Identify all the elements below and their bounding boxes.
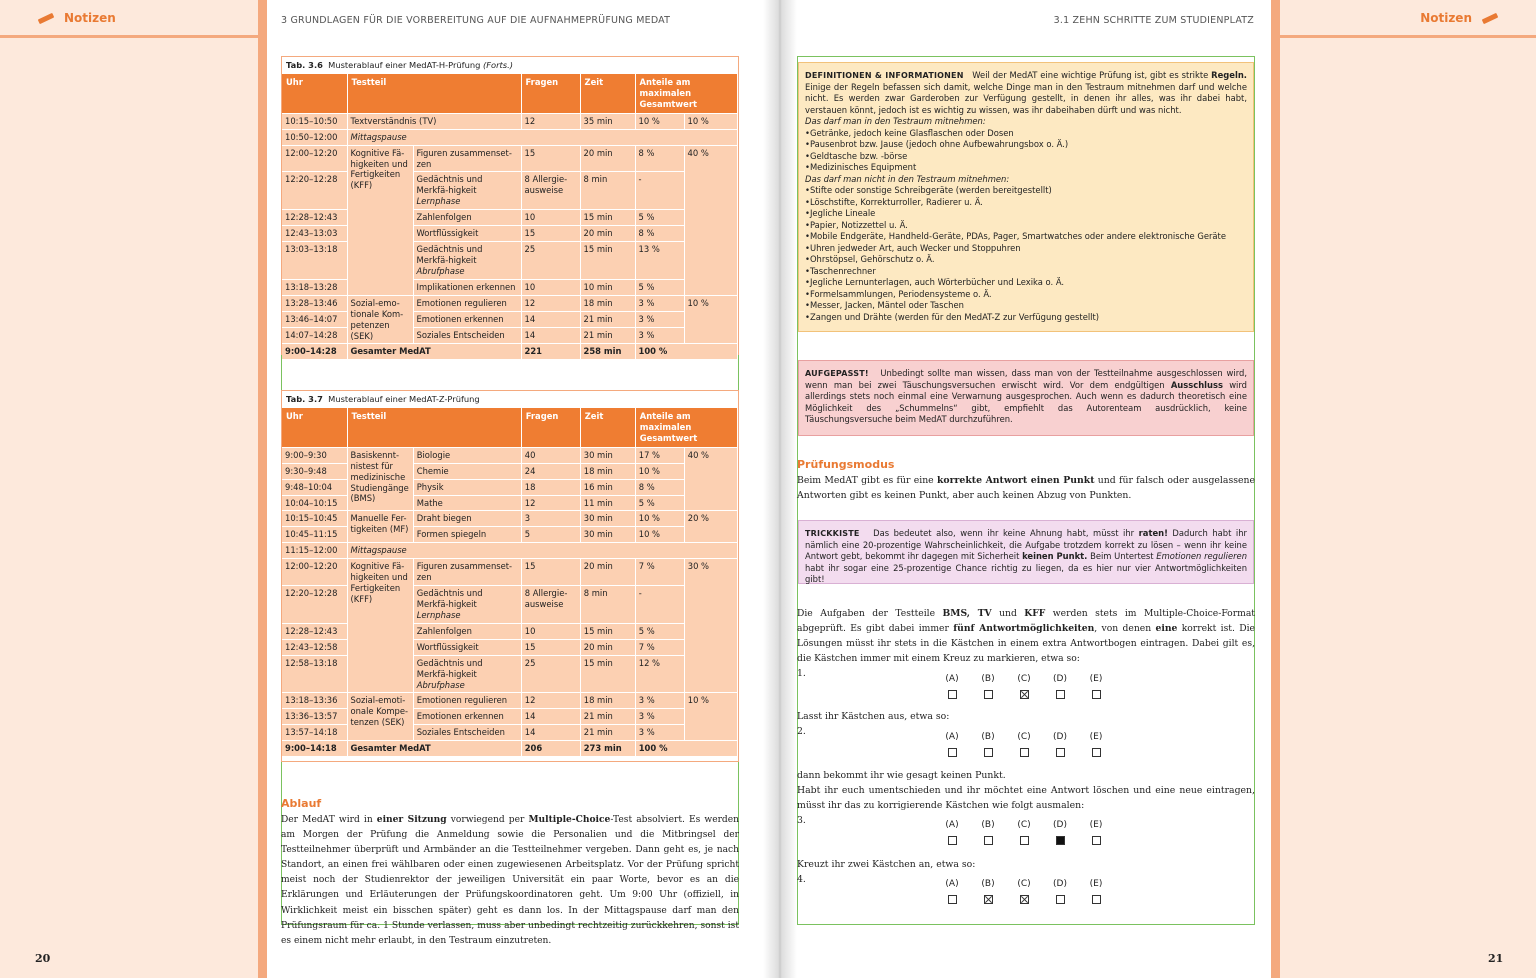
checkbox-crossed-icon [1020, 895, 1029, 904]
option-label: (D) [1053, 879, 1067, 889]
checkbox-empty-icon [1056, 895, 1065, 904]
ablauf-paragraph: Der MedAT wird in einer Sitzung vorwiegend per Multiple-Choice-Test absolviert. Es werden am Morgen der Prüfung die Anmeldung sowie die Personalien und die Mitbringsel der Testteilnehmer überprüft und Armbänder an die Testteilnehmer vergeben. Dann geht es, je nach Standort, an einen frei wählbaren oder einen zugewiesenen Arbeitsplatz. Vor der Prüfung spricht meist noch der Studienrektor der jeweiligen Universität ein paar Worte, bevor es an die Erklärungen und Erläuterungen der Prüfungskoordinatoren geht. Um 9:00 Uhr (offiziell, in Wirklichkeit meist ein bisschen später) geht es dann los. In der Mittagspause darf man den Prüfungsraum für ca. 1 Stunde verlassen, muss aber unbedingt rechtzeitig zurückkehren, sonst ist es einem nicht mehr erlaubt, in den Testraum einzutreten. [281, 814, 739, 946]
option-c [1006, 817, 1042, 849]
option-a [934, 817, 970, 849]
pencil-icon [1480, 12, 1500, 24]
option-a [934, 671, 970, 703]
checkbox-empty-icon [948, 748, 957, 757]
option-a [934, 876, 970, 908]
checkbox-empty-icon [1092, 690, 1101, 699]
mc-intro-paragraph: Die Aufgaben der Testteile BMS, TV und KFF werden stets im Multiple-Choice-Format abgeprüft. Es gibt dabei immer fünf Antwortmöglichkeiten, von denen eine korrekt ist. Die Lösungen müsst ihr stets in die Kästchen in einem extra Antwortbogen eintragen. Dabei gilt es, die Kästchen immer mit einem Kreuz zu markieren, etwa so: [797, 608, 1255, 664]
table-row: 12:28–12:43 Zahlenfolgen 10 15 min 5 % [282, 623, 738, 639]
option-e [1078, 817, 1114, 849]
list-item: • Taschenrechner [805, 266, 1247, 278]
example-number: 2. [797, 726, 806, 737]
table-row: 13:28–13:46 Sozial-emo-tionale Kom-petenzen (SEK) Emotionen regulieren 12 18 min 3 % 10 % [282, 295, 738, 311]
checkbox-empty-icon [984, 748, 993, 757]
example-number: 4. [797, 874, 806, 885]
example-2-text: Lasst ihr Kästchen aus, etwa so: [797, 711, 950, 722]
option-label: (E) [1089, 820, 1103, 830]
example-4-text: Kreuzt ihr zwei Kästchen an, etwa so: [797, 859, 976, 870]
notes-header-left [0, 0, 258, 38]
list-item: • Ohrstöpsel, Gehörschutz o. Ä. [805, 254, 1247, 266]
table-caption: Tab. 3.6 Musterablauf einer MedAT-H-Prüfung (Forts.) [286, 60, 513, 70]
option-b [970, 671, 1006, 703]
table-row: 12:28–12:43 Zahlenfolgen 10 15 min 5 % [282, 210, 738, 226]
option-b [970, 876, 1006, 908]
option-label: (A) [945, 879, 959, 889]
option-c [1006, 876, 1042, 908]
list-item: • Jegliche Lineale [805, 208, 1247, 220]
checkbox-empty-icon [1056, 690, 1065, 699]
list-item: • Getränke, jedoch keine Glasflaschen oder Dosen [805, 128, 1247, 140]
allowed-list [805, 128, 1247, 174]
example-2-result: dann bekommt ihr wie gesagt keinen Punkt. [797, 770, 1006, 781]
table-header-row: Uhr Testteil Fragen Zeit Anteile am maximalen Gesamtwert [282, 408, 738, 447]
table-total-row: 9:00–14:28 Gesamter MedAT 221 258 min 100 % [282, 344, 738, 360]
list-item: • Messer, Jacken, Mäntel oder Taschen [805, 300, 1247, 312]
forbidden-title: Das darf man nicht in den Testraum mitnehmen: [805, 173, 1010, 184]
section-heading-pruefungsmodus: Prüfungsmodus [797, 458, 895, 471]
option-a [934, 729, 970, 761]
checkbox-empty-icon [984, 836, 993, 845]
pruefungsmodus-paragraph: Beim MedAT gibt es für eine korrekte Antwort einen Punkt und für falsch oder ausgelassene Antworten gibt es keinen Punkt, aber auch keinen Abzug von Punkten. [797, 475, 1255, 501]
example-3-text: Habt ihr euch umentschieden und ihr möchtet eine Antwort löschen und eine neue eintragen, müsst ihr das zu korrigierende Kästchen wie folgt ausmalen: [797, 785, 1255, 811]
definitionen-intro: DEFINITIONEN & INFORMATIONEN Weil der MedAT eine wichtige Prüfung ist, gibt es strikte Regeln. Einige der Regeln befassen sich damit, welche Dinge man in den Testraum mitnehmen darf und welche nicht. Es werden zwar Garderoben zur Verfügung gestellt, in denen ihr alles, was ihr dabei habt, verstauen könnt, jedoch ist es wichtig zu wissen, was ihr dabeihaben dürft und was nicht. [805, 70, 1247, 115]
notes-margin-left [0, 0, 258, 978]
answer-options-example-2 [934, 729, 1114, 761]
answer-options-example-4 [934, 876, 1114, 908]
schedule-table [282, 408, 738, 757]
table-3-6 [281, 56, 739, 355]
checkbox-empty-icon [1056, 748, 1065, 757]
table-row: 11:15–12:00 Mittagspause [282, 543, 738, 559]
table-row: 9:48–10:04 Physik 18 16 min 8 % [282, 479, 738, 495]
option-d [1042, 817, 1078, 849]
forbidden-list [805, 185, 1247, 323]
checkbox-crossed-icon [1020, 690, 1029, 699]
table-row: 10:45–11:15 Formen spiegeln 5 30 min 10 % [282, 527, 738, 543]
table-row: 13:36–13:57 Emotionen erkennen 14 21 min 3 % [282, 709, 738, 725]
aufgepasst-box: AUFGEPASST! Unbedingt sollte man wissen, dass man von der Testteilnahme ausgeschlossen wird, wenn man bei zwei Täuschungsversuchen erwischt wird. Vor dem endgültigen Ausschluss wird allerdings stets noch einmal eine Verwarnung ausgesprochen. Auch wenn es dadurch theoretisch eine Möglichkeit des „Schummelns“ gibt, empfiehlt das Autorenteam ausdrücklich, keine Täuschungsversuche beim MedAT durchzuführen. [798, 360, 1254, 436]
table-row: 12:00–12:20 Kognitive Fä-higkeiten und Fertigkeiten (KFF) Figuren zusammenset-zen 15 20 min 8 % 40 % [282, 145, 738, 172]
option-label: (A) [945, 820, 959, 830]
option-label: (C) [1017, 820, 1031, 830]
running-head-left: 3 GRUNDLAGEN FÜR DIE VORBEREITUNG AUF DIE AUFNAHMEPRÜFUNG MEDAT [281, 15, 671, 26]
checkbox-empty-icon [948, 836, 957, 845]
list-item: • Löschstifte, Korrekturroller, Radierer u. Ä. [805, 197, 1247, 209]
checkbox-empty-icon [948, 895, 957, 904]
table-row: 10:50–12:00 Mittagspause [282, 129, 738, 145]
checkbox-empty-icon [1092, 748, 1101, 757]
option-d [1042, 729, 1078, 761]
table-total-row: 9:00–14:18 Gesamter MedAT 206 273 min 100 % [282, 741, 738, 757]
trickkiste-box: TRICKKISTE Das bedeutet also, wenn ihr keine Ahnung habt, müsst ihr raten! Dadurch habt ihr nämlich eine 20-prozentige Wahrscheinlichkeit, die Aufgabe trotzdem korrekt zu lösen – wenn ihr keine Antwort gebt, bekommt ihr dagegen mit Sicherheit keinen Punkt. Beim Untertest Emotionen regulieren habt ihr sogar eine 25-prozentige Chance richtig zu liegen, da es hier nur vier Antwortmöglichkeiten gibt! [798, 520, 1254, 584]
running-head-right: 3.1 ZEHN SCHRITTE ZUM STUDIENPLATZ [1053, 15, 1254, 26]
table-row: 12:20–12:28 Gedächtnis und Merkfä-higkeit Lernphase 8 Allergie-ausweise 8 min - [282, 172, 738, 210]
table-caption: Tab. 3.7 Musterablauf einer MedAT-Z-Prüfung [286, 394, 480, 404]
table-row: 14:07–14:28 Soziales Entscheiden 14 21 min 3 % [282, 328, 738, 344]
list-item: • Medizinisches Equipment [805, 162, 1247, 174]
table-row: 13:46–14:07 Emotionen erkennen 14 21 min 3 % [282, 311, 738, 327]
table-row: 13:57–14:18 Soziales Entscheiden 14 21 min 3 % [282, 725, 738, 741]
answer-options-example-3 [934, 817, 1114, 849]
option-d [1042, 671, 1078, 703]
table-row: 12:00–12:20 Kognitive Fä-higkeiten und Fertigkeiten (KFF) Figuren zusammenset-zen 15 20 min 7 % 30 % [282, 559, 738, 586]
option-label: (C) [1017, 879, 1031, 889]
option-label: (E) [1089, 879, 1103, 889]
answer-options-example-1 [934, 671, 1114, 703]
option-label: (B) [981, 879, 995, 889]
checkbox-empty-icon [948, 690, 957, 699]
table-row: 10:15–10:45 Manuelle Fer-tigkeiten (MF) Draht biegen 3 30 min 10 % 20 % [282, 511, 738, 527]
list-item: • Zangen und Drähte (werden für den MedAT-Z zur Verfügung gestellt) [805, 312, 1247, 324]
checkbox-empty-icon [1020, 748, 1029, 757]
table-row: 10:04–10:15 Mathe 12 11 min 5 % [282, 495, 738, 511]
schedule-table [282, 74, 738, 360]
option-label: (D) [1053, 674, 1067, 684]
page-number-right: 21 [1488, 952, 1504, 965]
option-e [1078, 729, 1114, 761]
list-item: • Jegliche Lernunterlagen, auch Wörterbücher und Lexika o. Ä. [805, 277, 1247, 289]
page-edge-right [1271, 0, 1280, 978]
option-label: (E) [1089, 674, 1103, 684]
list-item: • Geldtasche bzw. -börse [805, 151, 1247, 163]
checkbox-empty-icon [984, 690, 993, 699]
option-label: (A) [945, 732, 959, 742]
checkbox-empty-icon [1092, 836, 1101, 845]
page-number-left: 20 [35, 952, 51, 965]
checkbox-crossed-icon [984, 895, 993, 904]
table-row: 13:18–13:28 Implikationen erkennen 10 10 min 5 % [282, 279, 738, 295]
checkbox-empty-icon [1020, 836, 1029, 845]
table-row: 12:43–12:58 Wortflüssigkeit 15 20 min 7 % [282, 639, 738, 655]
table-row: 10:15–10:50 Textverständnis (TV) 12 35 min 10 % 10 % [282, 113, 738, 129]
table-header-row: Uhr Testteil Fragen Zeit Anteile am maximalen Gesamtwert [282, 74, 738, 113]
option-e [1078, 671, 1114, 703]
option-d [1042, 876, 1078, 908]
example-number: 1. [797, 668, 806, 679]
option-b [970, 817, 1006, 849]
table-row: 13:18–13:36 Sozial-emoti-onale Kompe-tenzen (SEK) Emotionen regulieren 12 18 min 3 % 10 % [282, 693, 738, 709]
table-row: 12:20–12:28 Gedächtnis und Merkfä-higkeit Lernphase 8 Allergie-ausweise 8 min - [282, 586, 738, 624]
table-row: 9:00–9:30 Basiskennt-nistest für medizinische Studiengänge (BMS) Biologie 40 30 min 17 % 40 % [282, 447, 738, 463]
option-label: (E) [1089, 732, 1103, 742]
book-gutter [763, 0, 797, 978]
option-label: (B) [981, 732, 995, 742]
notes-label: Notizen [1420, 10, 1472, 25]
table-row: 12:58–13:18 Gedächtnis und Merkfä-higkeit Abrufphase 25 15 min 12 % [282, 655, 738, 693]
list-item: • Mobile Endgeräte, Handheld-Geräte, PDAs, Pager, Smartwatches oder andere elektronische Geräte [805, 231, 1247, 243]
table-3-7 [281, 390, 739, 762]
option-label: (D) [1053, 732, 1067, 742]
table-row: 9:30–9:48 Chemie 24 18 min 10 % [282, 463, 738, 479]
definitionen-box [798, 62, 1254, 332]
list-item: • Uhren jedweder Art, auch Wecker und Stoppuhren [805, 243, 1247, 255]
list-item: • Pausenbrot bzw. Jause (jedoch ohne Aufbewahrungsbox o. Ä.) [805, 139, 1247, 151]
table-row: 13:03–13:18 Gedächtnis und Merkfä-higkeit Abrufphase 25 15 min 13 % [282, 242, 738, 280]
section-heading-ablauf: Ablauf [281, 797, 322, 810]
option-e [1078, 876, 1114, 908]
pencil-icon [36, 12, 56, 24]
allowed-title: Das darf man in den Testraum mitnehmen: [805, 116, 986, 126]
option-label: (C) [1017, 732, 1031, 742]
option-label: (A) [945, 674, 959, 684]
list-item: • Stifte oder sonstige Schreibgeräte (werden bereitgestellt) [805, 185, 1247, 197]
option-label: (C) [1017, 674, 1031, 684]
option-c [1006, 729, 1042, 761]
notes-header-right [1280, 0, 1536, 38]
notes-margin-right [1280, 0, 1536, 978]
page-edge-left [258, 0, 267, 978]
table-row: 12:43–13:03 Wortflüssigkeit 15 20 min 8 % [282, 226, 738, 242]
example-number: 3. [797, 815, 806, 826]
option-label: (B) [981, 674, 995, 684]
checkbox-empty-icon [1092, 895, 1101, 904]
notes-label: Notizen [64, 10, 116, 25]
option-label: (B) [981, 820, 995, 830]
option-label: (D) [1053, 820, 1067, 830]
checkbox-filled-icon [1056, 836, 1065, 845]
option-c [1006, 671, 1042, 703]
list-item: • Papier, Notizzettel u. Ä. [805, 220, 1247, 232]
list-item: • Formelsammlungen, Periodensysteme o. Ä. [805, 289, 1247, 301]
option-b [970, 729, 1006, 761]
